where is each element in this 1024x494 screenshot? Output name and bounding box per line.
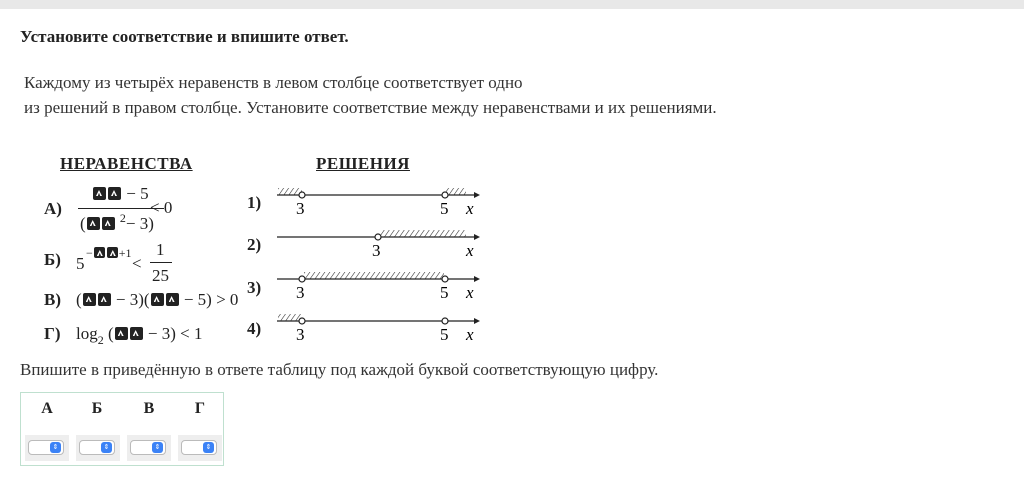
answer-header-g: Г bbox=[194, 400, 206, 417]
inequality-a-label: А) bbox=[44, 199, 62, 218]
inequality-a-denominator: ( $^2$− 3) bbox=[80, 211, 154, 233]
select-arrows-icon: ⇕ bbox=[50, 442, 61, 453]
tick-label: 3 bbox=[372, 241, 381, 260]
inequality-v-expression: ( − 3)( − 5) > 0 bbox=[76, 290, 239, 309]
answer-instruction: Впишите в приведённую в ответе таблицу под каждой буквой соответствующую цифру. bbox=[20, 360, 659, 379]
inequality-b-exponent: − +1 bbox=[86, 246, 132, 260]
answer-cell-a bbox=[25, 435, 69, 461]
answer-cell-g bbox=[178, 435, 222, 461]
solution-4-label: 4) bbox=[247, 319, 262, 338]
intro-line-1: Каждому из четырёх неравенств в левом столбце соответствует одно bbox=[24, 73, 523, 92]
number-line-1 bbox=[277, 188, 480, 218]
tick-label: 5 bbox=[440, 199, 449, 218]
answer-select-v[interactable] bbox=[130, 440, 166, 455]
tick-label: 3 bbox=[296, 283, 305, 302]
solution-3-label: 3) bbox=[247, 278, 262, 297]
inequality-g-label: Г) bbox=[44, 324, 61, 343]
answer-cell-v bbox=[127, 435, 171, 461]
task-header: Установите соответствие и впишите ответ. bbox=[20, 27, 349, 46]
tick-label: 5 bbox=[440, 325, 449, 344]
axis-variable: x bbox=[466, 325, 474, 344]
axis-variable: x bbox=[466, 283, 474, 302]
tick-label: 3 bbox=[296, 325, 305, 344]
answer-select-b[interactable] bbox=[79, 440, 115, 455]
select-arrows-icon: ⇕ bbox=[152, 442, 163, 453]
inequality-b-base: 5 bbox=[76, 254, 85, 273]
inequality-b-relation: < bbox=[132, 254, 142, 273]
select-arrows-icon: ⇕ bbox=[203, 442, 214, 453]
solutions-column-header: РЕШЕНИЯ bbox=[316, 154, 410, 173]
number-line-3 bbox=[277, 272, 480, 302]
axis-variable: x bbox=[466, 199, 474, 218]
solution-2-label: 2) bbox=[247, 235, 262, 254]
tick-label: 5 bbox=[440, 283, 449, 302]
answer-select-g[interactable] bbox=[181, 440, 217, 455]
answer-cell-b bbox=[76, 435, 120, 461]
inequality-b-label: Б) bbox=[44, 250, 61, 269]
inequality-b-fraction-denominator: 25 bbox=[152, 266, 169, 285]
answer-header-v: В bbox=[143, 400, 155, 417]
solution-1-label: 1) bbox=[247, 193, 262, 212]
inequalities-column-header: НЕРАВЕНСТВА bbox=[60, 154, 193, 173]
inequality-v-label: В) bbox=[44, 290, 61, 309]
axis-variable: x bbox=[466, 241, 474, 260]
select-arrows-icon: ⇕ bbox=[101, 442, 112, 453]
tick-label: 3 bbox=[296, 199, 305, 218]
inequality-a-numerator: − 5 bbox=[92, 184, 149, 204]
inequality-b-fraction-numerator: 1 bbox=[156, 240, 165, 259]
answer-header-a: А bbox=[41, 400, 53, 417]
inequality-g-expression: $\log_2$ ( − 3) < 1 bbox=[76, 324, 203, 347]
number-line-2 bbox=[277, 230, 480, 260]
number-line-4 bbox=[277, 314, 480, 344]
answer-header-b: Б bbox=[91, 400, 103, 417]
inequality-a-relation: < 0 bbox=[150, 198, 173, 217]
answer-select-a[interactable] bbox=[28, 440, 64, 455]
intro-line-2: из решений в правом столбце. Установите соответствие между неравенствами и их решениями. bbox=[24, 98, 717, 117]
